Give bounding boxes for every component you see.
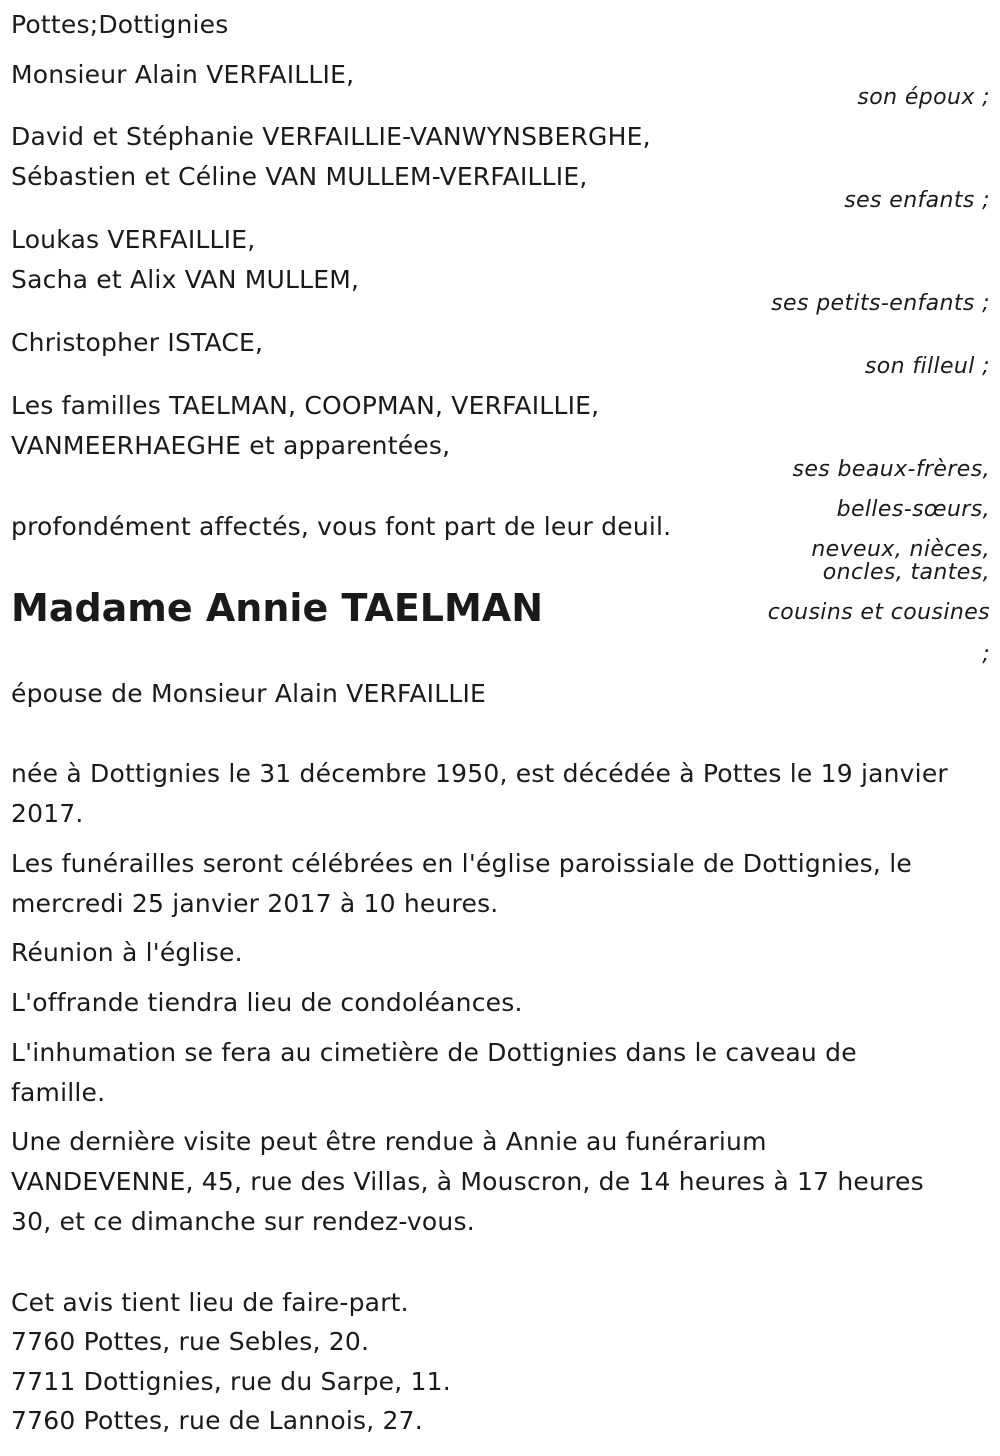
announcement-text: profondément affectés, vous font part de leur deuil. [11, 512, 672, 541]
funeral-line-1: Les funérailles seront célébrées en l'église paroissiale de Dottignies, le [11, 849, 912, 878]
deceased-spouse-line: épouse de Monsieur Alain VERFAILLIE [11, 679, 487, 708]
burial-line-1: L'inhumation se fera au cimetière de Dottignies dans le caveau de [11, 1038, 857, 1067]
families-relation-6: ; [982, 642, 990, 667]
notice-line: Cet avis tient lieu de faire-part. [11, 1288, 409, 1317]
children-name-2: Sébastien et Céline VAN MULLEM-VERFAILLIE, [11, 162, 588, 191]
families-line-2: VANMEERHAEGHE et apparentées, [11, 431, 451, 460]
birth-death-line-2: 2017. [11, 799, 84, 828]
visit-line-3: 30, et ce dimanche sur rendez-vous. [11, 1207, 475, 1236]
families-relation-4: oncles, tantes, [822, 560, 990, 585]
families-relation-1: ses beaux-frères, [792, 457, 990, 482]
spouse-relation: son époux ; [857, 85, 990, 110]
deceased-name: Madame Annie TAELMAN [11, 586, 544, 630]
spouse-name: Monsieur Alain VERFAILLIE, [11, 60, 355, 89]
grandchildren-relation: ses petits-enfants ; [771, 291, 990, 316]
grandchildren-name-1: Loukas VERFAILLIE, [11, 225, 256, 254]
address-2: 7711 Dottignies, rue du Sarpe, 11. [11, 1367, 451, 1396]
children-name-1: David et Stéphanie VERFAILLIE-VANWYNSBERGHE, [11, 122, 651, 151]
address-1: 7760 Pottes, rue Sebles, 20. [11, 1327, 370, 1356]
godson-relation: son filleul ; [864, 354, 990, 379]
visit-line-2: VANDEVENNE, 45, rue des Villas, à Mouscron, de 14 heures à 17 heures [11, 1167, 924, 1196]
funeral-line-2: mercredi 25 janvier 2017 à 10 heures. [11, 889, 499, 918]
godson-name: Christopher ISTACE, [11, 328, 264, 357]
children-relation: ses enfants ; [844, 188, 990, 213]
location-header: Pottes;Dottignies [11, 10, 229, 39]
meeting-line: Réunion à l'église. [11, 938, 243, 967]
grandchildren-name-2: Sacha et Alix VAN MULLEM, [11, 265, 360, 294]
families-relation-2: belles-sœurs, [836, 497, 990, 522]
families-relation-3: neveux, nièces, [811, 537, 990, 562]
visit-line-1: Une dernière visite peut être rendue à Annie au funérarium [11, 1127, 767, 1156]
offering-line: L'offrande tiendra lieu de condoléances. [11, 988, 523, 1017]
birth-death-line-1: née à Dottignies le 31 décembre 1950, est décédée à Pottes le 19 janvier [11, 759, 948, 788]
families-line-1: Les familles TAELMAN, COOPMAN, VERFAILLIE, [11, 391, 600, 420]
families-relation-5: cousins et cousines [767, 600, 990, 625]
burial-line-2: famille. [11, 1078, 106, 1107]
address-3: 7760 Pottes, rue de Lannois, 27. [11, 1406, 423, 1435]
